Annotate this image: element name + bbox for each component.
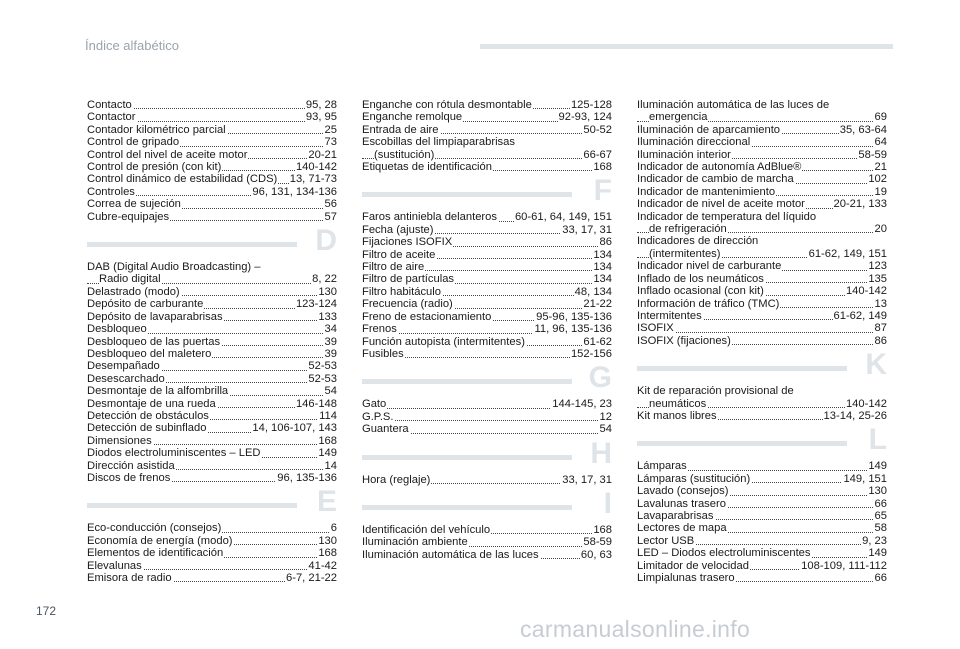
section-divider-bar [637, 441, 847, 446]
index-entry-pages: 96, 135-136 [277, 471, 337, 484]
index-entry-term: Control de presión (con kit) [87, 161, 222, 174]
index-entry [637, 485, 887, 497]
index-entry-term: Guantera [362, 423, 409, 436]
section-letter: I [603, 486, 612, 520]
index-entry-term: Diodos electroluminiscentes – LED [87, 447, 261, 460]
index-entry-term: Identificación del vehículo [362, 523, 491, 536]
index-entry-pages: 130 [868, 485, 887, 498]
index-entry-term: Iluminación ambiente [362, 536, 468, 549]
index-entry-pages: 108-109, 111-112 [801, 559, 887, 572]
index-entry-term: Desbloqueo de las puertas [87, 335, 221, 348]
section-letter: K [865, 348, 887, 382]
index-entry-term: Desempañado [87, 360, 160, 373]
index-entry-pages: 61-62 [583, 335, 612, 348]
index-entry [362, 474, 612, 486]
index-entry-term: Indicador de cambio de marcha [637, 173, 794, 186]
index-entry [637, 235, 887, 247]
section-divider-bar [362, 455, 572, 460]
index-entry-pages: 140-142 [845, 285, 887, 298]
index-entry-term: Control de gripado [87, 136, 180, 149]
index-entry-term: Filtro de aire [362, 261, 425, 274]
index-entry [87, 410, 337, 422]
index-entry [362, 524, 612, 536]
index-entry-term: Indicador de temperatura del líquido [637, 210, 817, 223]
index-entry [637, 149, 887, 161]
index-entry-pages: 149 [318, 447, 337, 460]
index-entry-pages: 65 [874, 509, 887, 522]
index-entry [362, 348, 612, 360]
index-entry-pages: 6 [330, 522, 337, 535]
index-entry [362, 549, 612, 561]
index-entry-pages: 58-59 [858, 148, 887, 161]
index-entry-term: (sustitución) [374, 148, 435, 161]
index-entry-pages: 168 [318, 547, 337, 560]
index-entry-pages: 93, 95 [305, 111, 337, 124]
section-divider [637, 347, 887, 385]
index-entry [362, 149, 612, 161]
index-entry-term: Iluminación de aparcamiento [637, 123, 781, 136]
index-entry-term: Discos de frenos [87, 471, 171, 484]
index-entry-pages: 54 [324, 385, 337, 398]
index-entry [87, 111, 337, 123]
index-entry-term: Desmontaje de una rueda [87, 397, 216, 410]
index-entry-pages: 92-93, 124 [558, 111, 612, 124]
index-entry-term: Contador kilométrico parcial [87, 123, 226, 136]
index-entry-pages: 20-21, 133 [833, 198, 887, 211]
index-entry [637, 186, 887, 198]
index-entry-pages: 6-7, 21-22 [286, 572, 337, 584]
index-entry-pages: 134 [593, 261, 612, 274]
index-entry-pages: 41-42 [308, 559, 337, 572]
index-entry-pages: 66 [874, 572, 887, 584]
index-entry [637, 460, 887, 472]
index-entry-term: Emisora de radio [87, 572, 172, 584]
index-entry-pages: 66 [874, 497, 887, 510]
index-entry [87, 261, 337, 273]
index-entry-pages: 60-61, 64, 149, 151 [514, 211, 612, 224]
index-entry-term: Indicador nivel de carburante [637, 260, 782, 273]
index-entry-pages: 168 [593, 523, 612, 536]
index-entry-term: Depósito de carburante [87, 298, 204, 311]
index-entry-term: Indicador de mantenimiento [637, 185, 776, 198]
index-entry [87, 198, 337, 210]
index-entry [637, 248, 887, 260]
index-entry [637, 211, 887, 223]
index-entry-term: Lectores de mapa [637, 522, 727, 535]
index-entry-term: Depósito de lavaparabrisas [87, 310, 223, 323]
index-entry [87, 286, 337, 298]
index-entry-pages: 134 [593, 248, 612, 261]
index-entry [362, 211, 612, 223]
index-entry [637, 198, 887, 210]
index-entry [362, 249, 612, 261]
index-entry [362, 323, 612, 335]
section-divider-bar [637, 366, 847, 371]
index-entry-term: Desbloqueo [87, 323, 147, 336]
index-entry-pages: 56 [324, 198, 337, 211]
index-entry [362, 224, 612, 236]
index-entry [637, 223, 887, 235]
index-entry [362, 111, 612, 123]
index-entry-term: de refrigeración [649, 223, 727, 236]
index-entry [637, 510, 887, 522]
index-entry [87, 273, 337, 285]
index-column-2 [362, 99, 612, 561]
index-entry [87, 136, 337, 148]
index-entry [87, 398, 337, 410]
section-letter: L [868, 423, 887, 457]
section-divider-bar [362, 379, 572, 384]
index-entry-term: Inflado ocasional (con kit) [637, 285, 764, 298]
index-entry-term: Lámparas (sustitución) [637, 472, 751, 485]
index-entry [637, 111, 887, 123]
index-entry-pages: 20-21 [308, 148, 337, 161]
index-entry-pages: 13, 71-73 [289, 173, 337, 186]
index-entry-term: Limitador de velocidad [637, 559, 749, 572]
index-entry-pages: 95, 28 [305, 99, 337, 111]
section-divider [362, 360, 612, 398]
index-entry [362, 136, 612, 148]
index-entry-pages: 86 [599, 236, 612, 249]
index-entry [362, 298, 612, 310]
index-entry-pages: 125-128 [570, 99, 612, 111]
section-letter: G [588, 361, 612, 395]
index-entry-term: Etiquetas de identificación [362, 161, 492, 174]
index-entry-pages: 123-124 [295, 298, 337, 311]
index-entry [87, 535, 337, 547]
index-entry-term: G.P.S. [362, 410, 394, 423]
index-entry-pages: 140-142 [295, 161, 337, 174]
index-entry [87, 373, 337, 385]
index-entry-pages: 12 [599, 410, 612, 423]
page-number: 172 [36, 604, 57, 618]
index-entry-term: Fusibles [362, 347, 404, 360]
section-divider [87, 223, 337, 261]
index-entry-term: Iluminación automática de las luces [362, 548, 539, 561]
section-letter: H [590, 436, 612, 470]
index-entry-term: Control dinámico de estabilidad (CDS) [87, 173, 278, 186]
index-entry-term: Kit manos libres [637, 409, 717, 422]
index-entry [87, 560, 337, 572]
index-entry-pages: 134 [593, 273, 612, 286]
index-entry [87, 572, 337, 584]
index-entry-pages: 33, 17, 31 [562, 223, 612, 236]
index-entry-pages: 39 [324, 335, 337, 348]
index-entry [87, 447, 337, 459]
index-entry [87, 149, 337, 161]
index-entry-pages: 66-67 [583, 148, 612, 161]
index-entry-pages: 149 [868, 460, 887, 473]
index-entry [362, 236, 612, 248]
index-entry-pages: 123 [868, 260, 887, 273]
index-entry-pages: 149, 151 [843, 472, 887, 485]
index-entry-term: Kit de reparación provisional de [637, 385, 794, 398]
index-entry-term: Limpialunas trasero [637, 572, 735, 584]
section-letter: D [315, 224, 337, 258]
index-entry-term: ISOFIX (fijaciones) [637, 334, 731, 347]
index-entry [87, 124, 337, 136]
index-entry-term: neumáticos [649, 397, 707, 410]
index-entry [637, 99, 887, 111]
index-entry [362, 536, 612, 548]
index-entry [637, 335, 887, 347]
section-letter: E [316, 485, 337, 519]
index-entry-pages: 33, 17, 31 [562, 473, 612, 486]
index-entry-pages: 21 [874, 161, 887, 174]
index-entry [637, 310, 887, 322]
index-entry-pages: 34 [324, 323, 337, 336]
index-entry-term: Eco-conducción (consejos) [87, 522, 222, 535]
index-entry-term: Lámparas [637, 460, 687, 473]
index-entry [637, 285, 887, 297]
index-entry-term: Indicador de autonomía AdBlue® [637, 161, 802, 174]
section-divider-bar [362, 505, 572, 510]
index-entry-pages: 25 [324, 123, 337, 136]
index-entry-pages: 13-14, 25-26 [823, 409, 887, 422]
index-entry-term: Fijaciones ISOFIX [362, 236, 453, 249]
index-entry-pages: 14, 106-107, 143 [252, 422, 337, 435]
index-entry [87, 336, 337, 348]
index-entry-pages: 9, 23 [862, 534, 887, 547]
index-entry-term: Función autopista (intermitentes) [362, 335, 525, 348]
index-entry-pages: 39 [324, 347, 337, 360]
index-entry [87, 472, 337, 484]
index-entry-pages: 54 [599, 423, 612, 436]
index-entry-term: Desmontaje de la alfombrilla [87, 385, 229, 398]
index-column-3 [637, 99, 887, 584]
index-entry [87, 385, 337, 397]
index-entry-pages: 57 [324, 210, 337, 223]
index-entry-term: Fecha (ajuste) [362, 223, 434, 236]
index-entry [87, 348, 337, 360]
index-entry-pages: 52-53 [308, 360, 337, 373]
index-entry [637, 535, 887, 547]
index-entry-term: Hora (reglaje) [362, 473, 431, 486]
index-entry-term: Lavaparabrisas [637, 509, 714, 522]
index-entry [362, 124, 612, 136]
index-entry-pages: 48, 134 [574, 285, 612, 298]
index-entry [87, 298, 337, 310]
index-entry-term: Inflado de los neumáticos [637, 272, 764, 285]
section-divider-bar [87, 242, 297, 247]
index-entry-term: Iluminación direccional [637, 136, 751, 149]
index-entry [362, 161, 612, 173]
index-entry-term: Frenos [362, 323, 397, 336]
index-entry-term: (intermitentes) [649, 247, 721, 260]
index-entry [362, 398, 612, 410]
index-entry [637, 398, 887, 410]
index-entry [362, 99, 612, 111]
index-entry [87, 422, 337, 434]
watermark-text: carmanualsonline.info [520, 616, 751, 642]
index-entry-term: Filtro de aceite [362, 248, 436, 261]
index-entry-pages: 168 [593, 161, 612, 174]
index-entry [637, 498, 887, 510]
index-entry [362, 411, 612, 423]
index-entry-pages: 102 [868, 173, 887, 186]
index-entry-pages: 13 [874, 297, 887, 310]
index-entry-term: Delastrado (modo) [87, 285, 180, 298]
index-entry [637, 260, 887, 272]
index-entry [637, 322, 887, 334]
index-entry-term: Entrada de aire [362, 123, 439, 136]
index-entry [362, 423, 612, 435]
index-entry-pages: 95-96, 135-136 [536, 310, 612, 323]
index-entry [87, 323, 337, 335]
index-entry [87, 161, 337, 173]
index-entry-pages: 144-145, 23 [552, 398, 612, 411]
index-entry-pages: 152-156 [570, 347, 612, 360]
section-divider [87, 484, 337, 522]
index-entry-term: Control del nivel de aceite motor [87, 148, 248, 161]
index-entry-term: Iluminación automática de las luces de [637, 99, 830, 111]
index-entry [637, 473, 887, 485]
index-entry-term: Lavado (consejos) [637, 485, 729, 498]
index-entry-term: Detección de obstáculos [87, 409, 209, 422]
index-entry-pages: 58 [874, 522, 887, 535]
index-entry [362, 261, 612, 273]
index-entry-term: Correa de sujeción [87, 198, 181, 211]
section-divider-bar [362, 192, 572, 197]
index-entry [637, 522, 887, 534]
index-entry-term: Indicador de nivel de aceite motor [637, 198, 805, 211]
index-entry-term: Lavalunas trasero [637, 497, 726, 510]
index-entry [637, 124, 887, 136]
index-entry [637, 410, 887, 422]
index-entry [637, 136, 887, 148]
index-entry-pages: 20 [874, 223, 887, 236]
index-entry-term: Dirección asistida [87, 459, 175, 472]
index-entry [637, 161, 887, 173]
index-entry-term: DAB (Digital Audio Broadcasting) – [87, 261, 261, 274]
index-entry-pages: 146-148 [295, 397, 337, 410]
index-entry-pages: 64 [874, 136, 887, 149]
index-entry-pages: 52-53 [308, 372, 337, 385]
index-entry-pages: 87 [874, 322, 887, 335]
index-entry-pages: 69 [874, 111, 887, 124]
index-entry-term: Filtro habitáculo [362, 285, 441, 298]
index-entry-term: Detección de subinflado [87, 422, 207, 435]
index-entry-pages: 114 [319, 409, 337, 422]
index-entry-term: Iluminación interior [637, 148, 731, 161]
index-entry-term: Enganche remolque [362, 111, 463, 124]
index-entry-term: Intermitentes [637, 309, 702, 322]
index-entry [637, 385, 887, 397]
index-entry-pages: 58-59 [583, 536, 612, 549]
index-entry-term: Cubre-equipajes [87, 210, 170, 223]
section-divider [362, 173, 612, 211]
index-entry-pages: 86 [874, 334, 887, 347]
header-divider-bar [480, 44, 893, 49]
index-entry-term: Indicadores de dirección [637, 235, 759, 248]
index-entry [637, 547, 887, 559]
index-entry [637, 173, 887, 185]
index-entry-pages: 96, 131, 134-136 [252, 185, 337, 198]
index-entry [87, 360, 337, 372]
index-entry-term: LED – Diodos electroluminiscentes [637, 547, 811, 560]
index-entry [87, 547, 337, 559]
index-entry [637, 273, 887, 285]
index-entry [87, 99, 337, 111]
index-entry-pages: 61-62, 149, 151 [808, 247, 887, 260]
index-entry [87, 186, 337, 198]
index-entry [637, 572, 887, 584]
index-entry-term: Información de tráfico (TMC) [637, 297, 780, 310]
index-entry-pages: 140-142 [845, 397, 887, 410]
index-entry-term: Freno de estacionamiento [362, 310, 492, 323]
index-entry-pages: 50-52 [583, 123, 612, 136]
index-entry [87, 460, 337, 472]
index-entry-term: Contacto [87, 99, 132, 111]
index-entry-pages: 19 [874, 185, 887, 198]
index-entry [362, 273, 612, 285]
index-entry-term: emergencia [649, 111, 708, 124]
index-entry-term: Radio digital [99, 273, 161, 286]
index-entry-term: Gato [362, 398, 387, 411]
index-entry-term: Escobillas del limpiaparabrisas [362, 136, 515, 149]
index-entry [87, 435, 337, 447]
index-entry-pages: 168 [318, 434, 337, 447]
index-entry [87, 211, 337, 223]
section-letter: F [593, 174, 612, 208]
index-entry-pages: 149 [868, 547, 887, 560]
index-entry-pages: 135 [868, 272, 887, 285]
index-entry [362, 311, 612, 323]
index-entry-term: Controles [87, 185, 135, 198]
index-entry-pages: 21-22 [583, 298, 612, 311]
index-entry [87, 311, 337, 323]
index-entry-term: Filtro de partículas [362, 273, 455, 286]
index-entry-pages: 130 [318, 534, 337, 547]
index-entry-pages: 11, 96, 135-136 [534, 323, 612, 336]
index-entry [362, 336, 612, 348]
index-entry-term: Desescarchado [87, 372, 165, 385]
section-divider [362, 436, 612, 474]
index-entry-pages: 133 [318, 310, 337, 323]
index-entry [87, 173, 337, 185]
index-entry-term: Elementos de identificación [87, 547, 224, 560]
index-entry-term: Dimensiones [87, 434, 152, 447]
section-divider [362, 486, 612, 524]
index-entry-term: Faros antiniebla delanteros [362, 211, 497, 224]
index-entry [637, 560, 887, 572]
section-divider-bar [87, 503, 297, 508]
index-entry-pages: 61-62, 149 [833, 309, 887, 322]
index-entry [87, 522, 337, 534]
index-entry-term: Desbloqueo del maletero [87, 347, 212, 360]
dot-leader [362, 420, 612, 421]
index-entry [362, 286, 612, 298]
index-entry-term: Lector USB [637, 534, 695, 547]
index-entry-pages: 60, 63 [580, 548, 612, 561]
index-entry-term: Enganche con rótula desmontable [362, 99, 532, 111]
index-entry-term: Frecuencia (radio) [362, 298, 453, 311]
index-entry-pages: 14 [324, 459, 337, 472]
section-title: Índice alfabético [85, 38, 179, 53]
index-entry-term: Contactor [87, 111, 136, 124]
index-column-1 [87, 99, 337, 584]
index-entry-term: Elevalunas [87, 559, 142, 572]
index-entry-term: ISOFIX [637, 322, 674, 335]
index-entry-pages: 8, 22 [312, 273, 337, 286]
index-entry-pages: 130 [318, 285, 337, 298]
index-entry-term: Economía de energía (modo) [87, 534, 233, 547]
index-entry [637, 298, 887, 310]
section-divider [637, 422, 887, 460]
index-entry-pages: 73 [324, 136, 337, 149]
index-entry-pages: 35, 63-64 [839, 123, 887, 136]
